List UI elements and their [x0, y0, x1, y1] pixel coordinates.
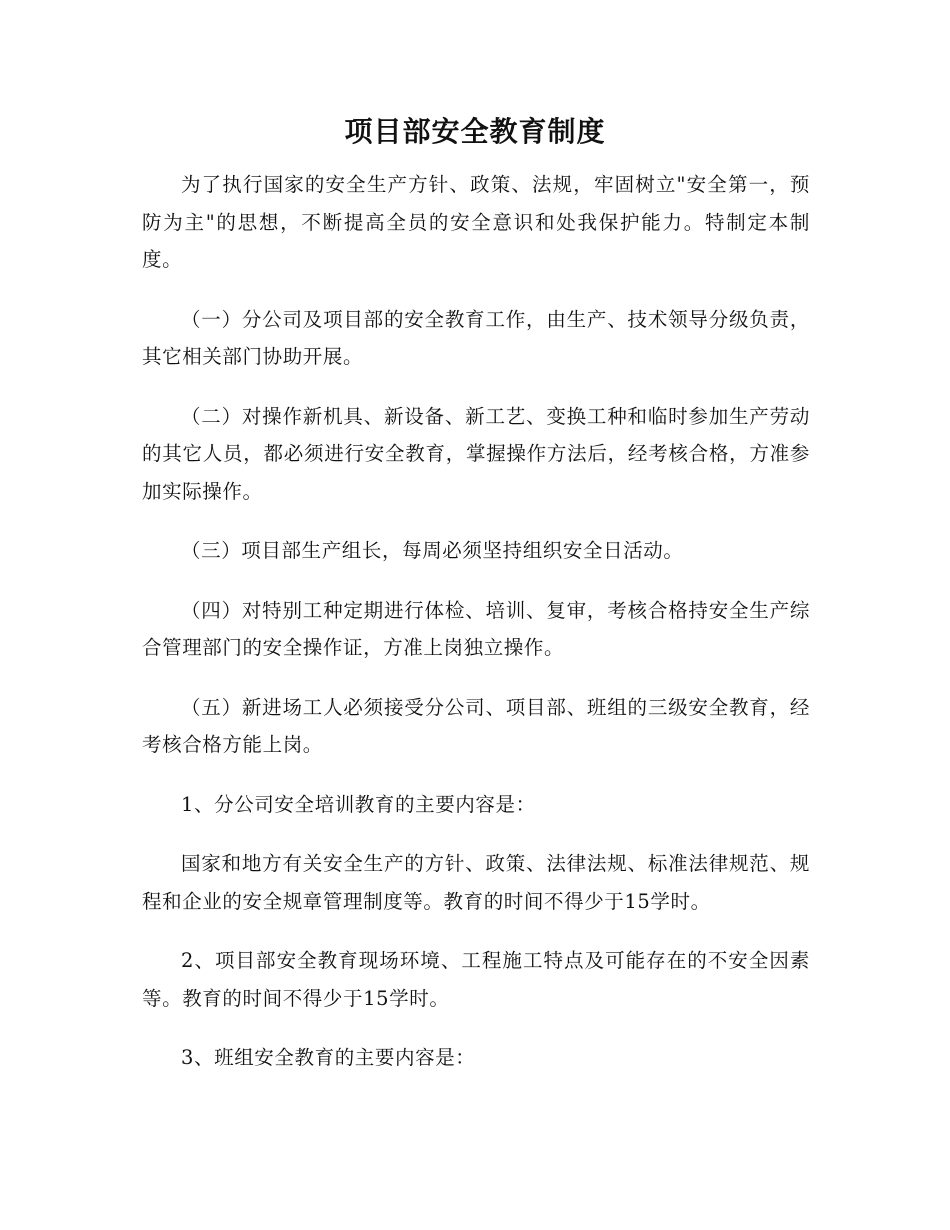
paragraph-subitem-3-heading: 3、班组安全教育的主要内容是：	[181, 1046, 476, 1069]
paragraph-item-3: （三）项目部生产组长，每周必须坚持组织安全日活动。	[181, 539, 684, 562]
paragraph-intro: 为了执行国家的安全生产方针、政策、法规，牢固树立"安全第一，预防为主"的思想，不断提高全员的安全意识和处我保护能力。特制定本制度。	[142, 173, 810, 271]
paragraph-subitem-1-content: 国家和地方有关安全生产的方针、政策、法律法规、标准法律规范、规程和企业的安全规章管理制度等。教育的时间不得少于15学时。	[142, 852, 810, 913]
document-body	[142, 166, 810, 1099]
paragraph-item-4: （四）对特别工种定期进行体检、培训、复审，考核合格持安全生产综合管理部门的安全操作证，方准上岗独立操作。	[142, 598, 810, 659]
document-title: 项目部安全教育制度	[344, 115, 606, 148]
paragraph-item-1: （一）分公司及项目部的安全教育工作，由生产、技术领导分级负责，其它相关部门协助开展。	[142, 307, 810, 368]
paragraph-item-2: （二）对操作新机具、新设备、新工艺、变换工种和临时参加生产劳动的其它人员，都必须进行安全教育，掌握操作方法后，经考核合格，方准参加实际操作。	[142, 404, 810, 503]
paragraph-subitem-2: 2、项目部安全教育现场环境、工程施工特点及可能存在的不安全因素等。教育的时间不得少于15学时。	[142, 949, 810, 1010]
paragraph-subitem-1-heading: 1、分公司安全培训教育的主要内容是：	[181, 792, 536, 816]
paragraph-item-5: （五）新进场工人必须接受分公司、项目部、班组的三级安全教育，经考核合格方能上岗。	[142, 695, 810, 756]
